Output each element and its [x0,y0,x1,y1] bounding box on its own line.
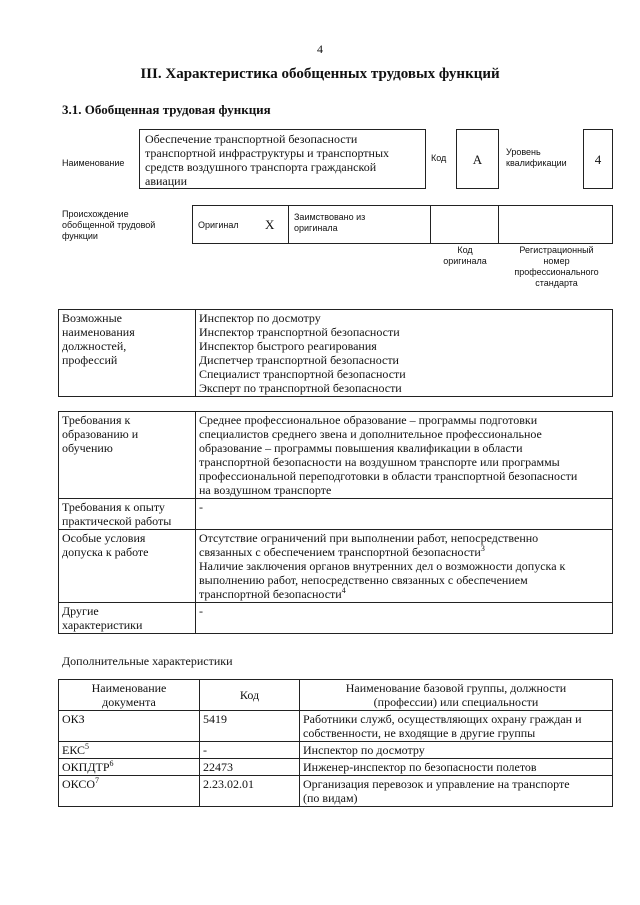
footnote-ref: 6 [109,759,114,768]
special-line-text: связанных с обеспечением транспортной безопасности [199,545,481,559]
special-label-line: Особые условия [62,531,146,545]
row-name-line: Инспектор по досмотру [303,743,425,757]
level-label-line: квалификации [506,158,567,168]
education-line: Среднее профессиональное образование – программы подготовки [199,413,538,427]
code-original-caption [431,245,499,267]
positions-label [59,310,196,397]
additional-header-row [59,680,613,711]
borrowed-label-line: Заимствовано из [294,212,366,222]
reg-number-caption [500,245,613,289]
level-label-line: Уровень [506,147,541,157]
special-label-line: допуска к работе [62,545,149,559]
borrowed-label-line: оригинала [294,223,338,233]
borrowed-label [294,212,365,234]
header-doc [59,680,200,711]
reg-number-line: стандарта [535,278,578,288]
origin-label-line: функции [62,231,98,241]
origin-label-line: Происхождение [62,209,129,219]
row-doc [59,759,200,776]
special-label [59,530,196,603]
origin-table [192,205,613,244]
row-doc [59,742,200,759]
special-line [199,545,609,559]
origin-label-line: обобщенной трудовой [62,220,156,230]
row-code: 22473 [200,759,300,776]
other-label-line: Другие [62,604,99,618]
experience-label [59,499,196,530]
original-label: Оригинал [198,220,239,230]
experience-row [59,499,613,530]
special-line: выполнению работ, непосредственно связанных с обеспечением [199,573,528,587]
experience-label-line: Требования к опыту [62,500,165,514]
page-number: 4 [317,42,323,56]
education-value [196,412,613,499]
positions-label-line: профессий [62,353,118,367]
footnote-ref: 7 [95,776,100,785]
table-row [59,776,613,807]
position-item: Инспектор по досмотру [199,311,321,325]
reg-number-line: номер [543,256,570,266]
special-row [59,530,613,603]
special-line [199,587,609,601]
other-label [59,603,196,634]
function-name-line: транспортной инфраструктуры и транспортных [145,146,390,160]
code-original-line: Код [457,245,473,255]
row-name [300,742,613,759]
education-line: профессиональной переподготовки в области транспортной безопасности [199,469,578,483]
row-code: - [200,742,300,759]
position-item: Инспектор быстрого реагирования [199,339,377,353]
row-name-line: собственности, не входящие в другие группы [303,726,536,740]
code-label: Код [431,153,447,163]
header-base-line: Наименование базовой группы, должности [345,681,567,695]
education-line: специалистов среднего звена и дополнительное профессиональное [199,427,542,441]
footnote-ref: 4 [341,586,346,595]
education-label [59,412,196,499]
section-title: III. Характеристика обобщенных трудовых функций [140,66,500,82]
requirements-table [58,411,613,634]
experience-value: - [196,499,613,530]
table-row [59,759,613,776]
header-doc-line: Наименование [91,681,167,695]
education-line: транспортной безопасности на воздушном транспорте или программы [199,455,560,469]
education-label-line: обучению [62,441,113,455]
origin-label [62,209,155,242]
position-item: Специалист транспортной безопасности [199,367,406,381]
doc-name: ОКСО [62,777,96,791]
header-doc-line: документа [102,695,156,709]
row-code: 5419 [200,711,300,742]
header-code: Код [200,680,300,711]
row-name [300,776,613,807]
positions-list [196,310,613,397]
row-doc [59,711,200,742]
special-value [196,530,613,603]
function-name-line: авиации [145,174,188,188]
position-item: Диспетчер транспортной безопасности [199,353,399,367]
education-line: образование – программы повышения квалификации в области [199,441,523,455]
table-row [59,742,613,759]
name-label: Наименование [62,158,125,168]
original-mark: X [265,217,275,232]
position-item: Эксперт по транспортной безопасности [199,381,402,395]
row-name-line: (по видам) [303,791,358,805]
header-base [300,680,613,711]
education-line: на воздушном транспорте [199,483,332,497]
footnote-ref: 3 [480,544,485,553]
function-name-box [139,129,426,189]
experience-label-line: практической работы [62,514,172,528]
row-name-line: Инженер-инспектор по безопасности полетов [303,760,537,774]
row-code: 2.23.02.01 [200,776,300,807]
table-row [59,711,613,742]
header-base-line: (профессии) или специальности [373,695,539,709]
qualification-level-label [506,147,567,169]
special-line-text: транспортной безопасности [199,587,342,601]
subsection-title: 3.1. Обобщенная трудовая функция [62,102,271,117]
other-label-line: характеристики [62,618,143,632]
doc-name: ОКЗ [62,712,85,726]
function-name-line: Обеспечение транспортной безопасности [145,132,358,146]
education-row [59,412,613,499]
positions-table [58,309,613,397]
positions-label-line: наименования [62,325,135,339]
reg-number-line: профессионального [514,267,599,277]
positions-label-line: должностей, [62,339,127,353]
function-name-line: средств воздушного транспорта гражданской [145,160,377,174]
positions-label-line: Возможные [62,311,122,325]
function-code-value: А [456,129,499,189]
footnote-ref: 5 [85,742,90,751]
education-label-line: образованию и [62,427,139,441]
doc-name: ЕКС [62,743,86,757]
row-doc [59,776,200,807]
row-name-line: Организация перевозок и управление на транспорте [303,777,570,791]
special-line: Наличие заключения органов внутренних дел о возможности допуска к [199,559,566,573]
special-line: Отсутствие ограничений при выполнении работ, непосредственно [199,531,539,545]
qualification-level-value: 4 [583,129,613,189]
row-name-line: Работники служб, осуществляющих охрану граждан и [303,712,582,726]
code-original-line: оригинала [443,256,487,266]
row-name [300,759,613,776]
other-value: - [196,603,613,634]
doc-name: ОКПДТР [62,760,110,774]
row-name [300,711,613,742]
position-item: Инспектор транспортной безопасности [199,325,400,339]
education-label-line: Требования к [62,413,131,427]
additional-title: Дополнительные характеристики [62,654,233,668]
other-row [59,603,613,634]
reg-number-line: Регистрационный [519,245,594,255]
additional-table [58,679,613,807]
